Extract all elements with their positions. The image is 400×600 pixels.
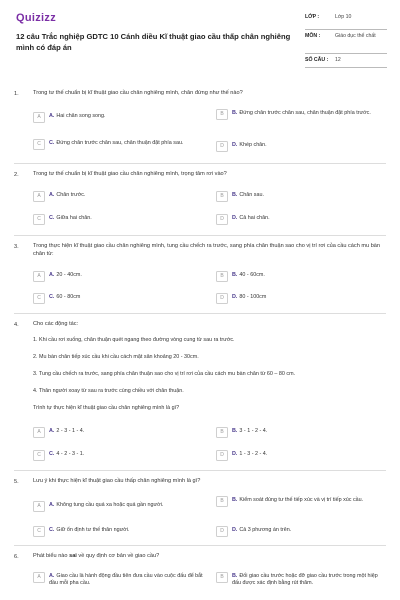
option-label: B. bbox=[232, 192, 238, 198]
option-label: C. bbox=[49, 140, 55, 146]
option-text: Giữa hai chân. bbox=[56, 215, 92, 221]
grade-value: Lớp 10 bbox=[335, 14, 352, 20]
question-divider bbox=[14, 235, 386, 236]
option-letter-box: A bbox=[33, 572, 45, 583]
worksheet-header bbox=[0, 0, 400, 80]
option-d[interactable] bbox=[216, 142, 388, 152]
question-divider bbox=[14, 313, 386, 314]
option-d[interactable] bbox=[216, 451, 388, 461]
option-letter-box: A bbox=[33, 112, 45, 123]
option-label: B. bbox=[232, 573, 238, 579]
option-letter-box: A bbox=[33, 427, 45, 438]
option-label: B. bbox=[232, 272, 238, 278]
question-number: 6. bbox=[14, 554, 19, 560]
option-a[interactable] bbox=[33, 428, 203, 438]
question-number: 5. bbox=[14, 479, 19, 485]
question-number: 2. bbox=[14, 172, 19, 178]
option-label: A. bbox=[49, 113, 55, 119]
option-text: Chân sau. bbox=[239, 192, 264, 198]
option-letter-box: B bbox=[216, 427, 228, 438]
question-text-part: Phát biểu nào bbox=[33, 553, 70, 559]
option-b[interactable] bbox=[216, 192, 388, 202]
option-label: B. bbox=[232, 497, 238, 503]
option-label: A. bbox=[49, 272, 55, 278]
option-letter-box: A bbox=[33, 191, 45, 202]
option-label: A. bbox=[49, 502, 55, 508]
option-label: D. bbox=[232, 215, 238, 221]
option-b[interactable] bbox=[216, 110, 388, 120]
subject-row bbox=[305, 30, 387, 54]
option-letter-box: D bbox=[216, 141, 228, 152]
option-letter-box: B bbox=[216, 572, 228, 583]
option-c[interactable] bbox=[33, 527, 208, 537]
option-text: 3 - 1 - 2 - 4. bbox=[239, 428, 268, 434]
option-letter-box: C bbox=[33, 293, 45, 304]
option-text: Giao cầu là hành động đầu tiên đưa cầu vào cuộc đấu để bắt đầu mỗi pha cầu. bbox=[49, 573, 203, 586]
option-c[interactable] bbox=[33, 451, 203, 461]
option-label: C. bbox=[49, 294, 55, 300]
count-value: 12 bbox=[335, 57, 341, 63]
option-label: D. bbox=[232, 527, 238, 533]
option-label: A. bbox=[49, 192, 55, 198]
option-letter-box: A bbox=[33, 271, 45, 282]
option-letter-box: C bbox=[33, 139, 45, 150]
option-d[interactable] bbox=[216, 215, 388, 225]
option-text: Chân trước. bbox=[56, 192, 86, 198]
option-a[interactable] bbox=[33, 502, 208, 512]
count-row bbox=[305, 54, 387, 68]
step-item: 3. Tung cầu chếch ra trước, sang phía chân thuận sao cho vị trí rơi của cầu cách mu bàn chân từ 60 – 80 cm. bbox=[33, 371, 296, 377]
count-label: SỐ CÂU : bbox=[305, 57, 329, 63]
option-text: Đối giao cầu trước hoặc đỡ giao cầu trước trong một hiệp đấu được xác định bằng rút thăm. bbox=[232, 573, 378, 586]
question-text: Lưu ý khi thực hiện kĩ thuật giao cầu thấp chân nghiêng mình là gì? bbox=[33, 478, 201, 484]
option-a[interactable] bbox=[33, 113, 193, 123]
option-text: 2 - 3 - 1 - 4. bbox=[56, 428, 85, 434]
option-letter-box: B bbox=[216, 496, 228, 507]
question-emphasis: sai bbox=[69, 553, 77, 559]
option-text: Đứng chân trước chân sau, chân thuận đặt phía sau. bbox=[56, 140, 184, 146]
question-text: Cho các động tác: bbox=[33, 321, 79, 327]
question-text-part: về quy định cơ bản về giao cầu? bbox=[76, 553, 160, 559]
option-label: B. bbox=[232, 428, 238, 434]
option-text: 20 - 40cm. bbox=[56, 272, 82, 278]
option-d[interactable] bbox=[216, 527, 388, 537]
option-label: D. bbox=[232, 294, 238, 300]
option-text: 80 - 100cm bbox=[239, 294, 267, 300]
option-letter-box: D bbox=[216, 526, 228, 537]
quizizz-logo: Quizizz bbox=[16, 12, 56, 24]
option-text: Khép chân. bbox=[239, 142, 267, 148]
option-text: Cả 3 phương án trên. bbox=[239, 527, 292, 533]
option-b[interactable] bbox=[216, 497, 388, 507]
option-letter-box: D bbox=[216, 293, 228, 304]
option-b[interactable] bbox=[216, 272, 388, 282]
option-text: Cả hai chân. bbox=[239, 215, 270, 221]
option-text: 40 - 60cm. bbox=[239, 272, 265, 278]
option-b[interactable] bbox=[216, 573, 388, 587]
option-a[interactable] bbox=[33, 192, 203, 202]
option-letter-box: C bbox=[33, 214, 45, 225]
option-text: Đứng chân trước chân sau, chân thuận đặt phía trước. bbox=[239, 110, 371, 116]
subject-value: Giáo dục thể chất bbox=[335, 33, 376, 39]
option-letter-box: D bbox=[216, 214, 228, 225]
option-text: 4 - 2 - 3 - 1. bbox=[56, 451, 85, 457]
option-letter-box: B bbox=[216, 271, 228, 282]
option-a[interactable] bbox=[33, 272, 203, 282]
option-label: C. bbox=[49, 215, 55, 221]
option-label: A. bbox=[49, 428, 55, 434]
option-letter-box: C bbox=[33, 526, 45, 537]
option-text: Kiểm soát đúng tư thế tiếp xúc và vị trí tiếp xúc cầu. bbox=[239, 497, 364, 503]
option-label: C. bbox=[49, 527, 55, 533]
grade-label: LỚP : bbox=[305, 14, 320, 20]
option-text: 1 - 3 - 2 - 4. bbox=[239, 451, 268, 457]
option-text: 60 - 80cm bbox=[56, 294, 81, 300]
meta-panel bbox=[305, 14, 387, 68]
option-c[interactable] bbox=[33, 215, 203, 225]
step-item: 2. Mu bàn chân tiếp xúc cầu khi cầu cách mặt sân khoảng 20 - 30cm. bbox=[33, 354, 199, 360]
step-item: 4. Thân người xoay từ sau ra trước cùng chiều với chân thuận. bbox=[33, 388, 184, 394]
step-item: 1. Khi cầu rơi xuống, chân thuận quét ngang theo đường vòng cung từ sau ra trước. bbox=[33, 337, 235, 343]
question-prompt: Trình tự thực hiện kĩ thuật giao cầu chân nghiêng mình là gì? bbox=[33, 405, 180, 411]
option-letter-box: D bbox=[216, 450, 228, 461]
option-letter-box: A bbox=[33, 501, 45, 512]
option-label: B. bbox=[232, 110, 238, 116]
question-text: Trong tư thế chuẩn bị kĩ thuật giao cầu chân nghiêng mình, chân đứng như thế nào? bbox=[33, 90, 243, 96]
question-number: 1. bbox=[14, 91, 19, 97]
option-label: A. bbox=[49, 573, 55, 579]
option-a[interactable] bbox=[33, 573, 208, 587]
option-label: C. bbox=[49, 451, 55, 457]
option-text: Hai chân song song. bbox=[56, 113, 106, 119]
option-label: D. bbox=[232, 451, 238, 457]
subject-label: MÔN : bbox=[305, 33, 321, 39]
question-text: Trong tư thế chuẩn bị kĩ thuật giao cầu chân nghiêng mình, trọng tâm rơi vào? bbox=[33, 171, 227, 177]
option-label: D. bbox=[232, 142, 238, 148]
option-letter-box: B bbox=[216, 109, 228, 120]
option-letter-box: B bbox=[216, 191, 228, 202]
option-c[interactable] bbox=[33, 140, 213, 150]
option-c[interactable] bbox=[33, 294, 203, 304]
question-divider bbox=[14, 470, 386, 471]
option-text: Giữ ổn định tư thế thân người. bbox=[56, 527, 130, 533]
question-divider bbox=[14, 163, 386, 164]
option-text: Không tung cầu quá xa hoặc quá gần người. bbox=[56, 502, 164, 508]
question-divider bbox=[14, 545, 386, 546]
question-text: Trong thực hiện kĩ thuật giao cầu chân nghiêng mình, tung cầu chếch ra trước, sang phía chân thuận sao cho vị trí rơi của cầu cách mu bàn chân từ: bbox=[33, 243, 381, 257]
question-text bbox=[33, 552, 383, 560]
question-number: 4. bbox=[14, 322, 19, 328]
question-number: 3. bbox=[14, 244, 19, 250]
option-letter-box: C bbox=[33, 450, 45, 461]
option-d[interactable] bbox=[216, 294, 388, 304]
grade-row bbox=[305, 14, 387, 30]
document-title: 12 câu Trắc nghiệp GDTC 10 Cánh diều Kĩ thuật giao cầu thấp chân nghiêng mình có đáp án bbox=[16, 32, 291, 52]
option-b[interactable] bbox=[216, 428, 388, 438]
